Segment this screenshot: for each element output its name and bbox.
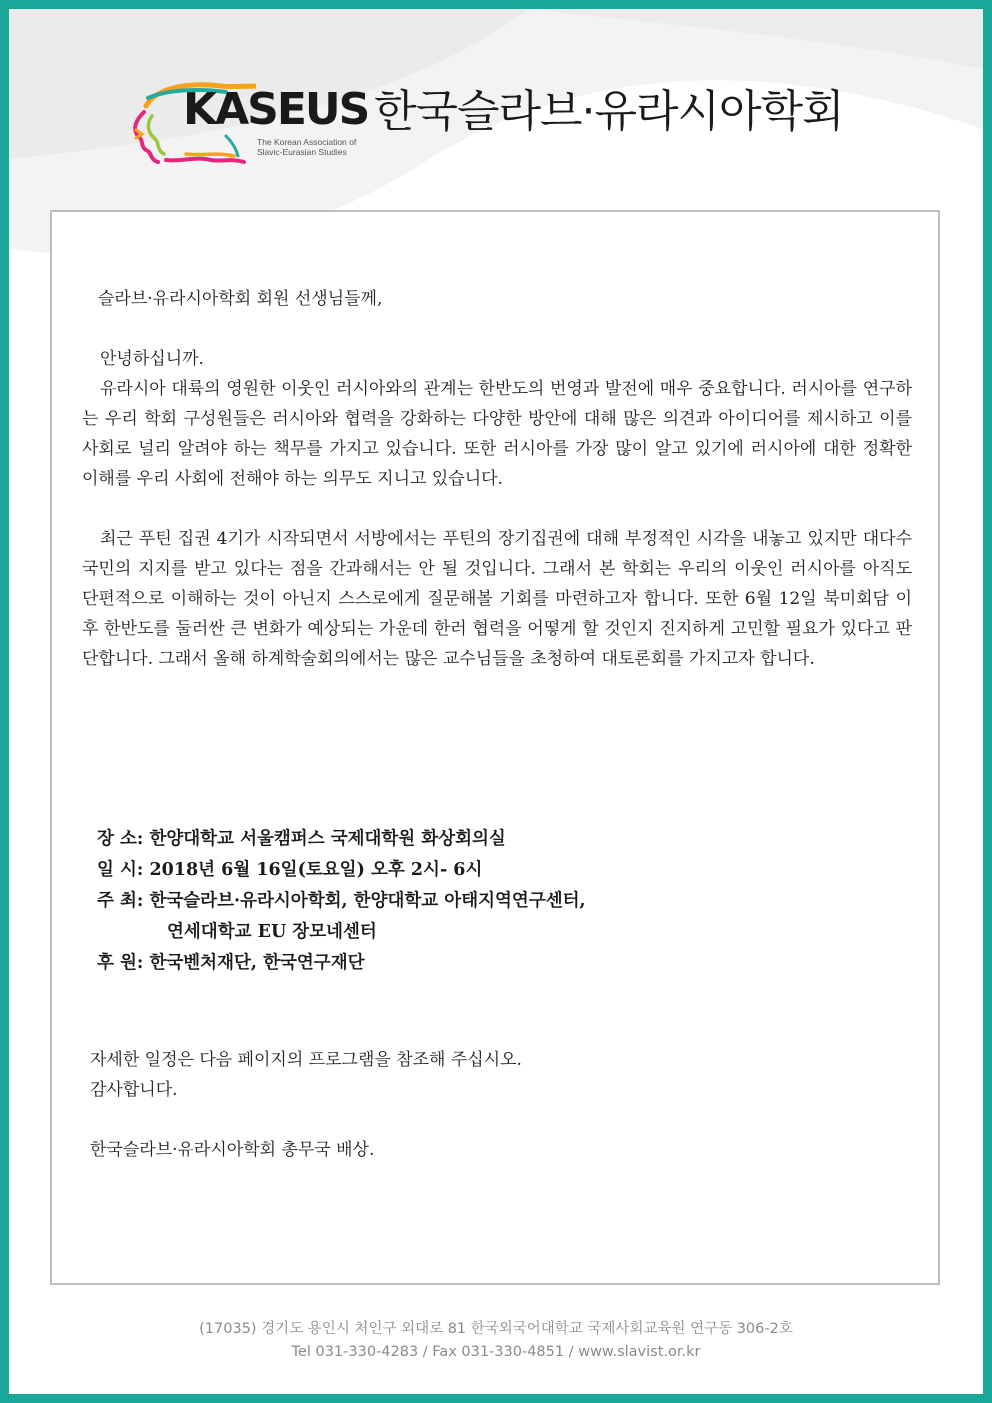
logo-subtitle-line: Slavic-Eurasian Studies bbox=[257, 147, 347, 157]
paragraph-spacer bbox=[82, 494, 912, 524]
event-host-continued: 연세대학교 EU 장모네센터 bbox=[167, 922, 377, 942]
letter-body bbox=[82, 344, 912, 674]
header bbox=[126, 70, 886, 170]
greeting: 안녕하십니까. bbox=[100, 349, 204, 369]
event-host: 주 최: 한국슬라브·유라시아학회, 한양대학교 아태지역연구센터, bbox=[97, 891, 586, 911]
footer bbox=[0, 1318, 992, 1364]
paragraph: 유라시아 대륙의 영원한 이웃인 러시아와의 관계는 한반도의 번영과 발전에 매우 중요합니다. 러시아를 연구하는 우리 학회 구성원들은 러시아와 협력을 강화하는 다양한 방안에 대해 많은 의견과 아이디어를 제시하고 이를 사회로 널리 알려야 하는 책무를 가지고 있습니다. 또한 러시아를 가장 많이 알고 있기에 러시아에 대한 정확한 이해를 우리 사회에 전해야 하는 의무도 지니고 있습니다. bbox=[82, 379, 912, 489]
footer-contact: Tel 031-330-4283 / Fax 031-330-4851 / www.slavist.or.kr bbox=[291, 1344, 701, 1360]
event-sponsor: 후 원: 한국벤처재단, 한국연구재단 bbox=[97, 953, 365, 973]
logo-subtitle-line: The Korean Association of bbox=[257, 137, 357, 147]
closing-thanks: 감사합니다. bbox=[90, 1080, 178, 1100]
salutation bbox=[82, 284, 912, 314]
closing-line: 자세한 일정은 다음 페이지의 프로그램을 참조해 주십시오. bbox=[90, 1050, 522, 1070]
closing bbox=[90, 1045, 870, 1165]
letter-box bbox=[50, 210, 940, 1285]
signature: 한국슬라브·유라시아학회 총무국 배상. bbox=[90, 1140, 375, 1160]
salutation-text: 슬라브·유라시아학회 회원 선생님들께, bbox=[98, 289, 383, 309]
closing-spacer bbox=[90, 1105, 870, 1135]
event-datetime: 일 시: 2018년 6월 16일(토요일) 오후 2시- 6시 bbox=[97, 860, 483, 880]
event-place: 장 소: 한양대학교 서울캠퍼스 국제대학원 화상회의실 bbox=[97, 829, 506, 849]
logo-subtitle bbox=[257, 137, 377, 157]
footer-address: (17035) 경기도 용인시 처인구 외대로 81 한국외국어대학교 국제사회교육원 연구동 306-2호 bbox=[199, 1321, 793, 1337]
event-info bbox=[97, 824, 877, 979]
paragraph: 최근 푸틴 집권 4기가 시작되면서 서방에서는 푸틴의 장기집권에 대해 부정적인 시각을 내놓고 있지만 대다수 국민의 지지를 받고 있다는 점을 간과해서는 안 될 것입니다. 그래서 본 학회는 우리의 이웃인 러시아를 아직도 단편적으로 이해하는 것이 아닌지 스스로에게 질문해볼 기회를 마련하고자 합니다. 또한 6월 12일 북미회담 이후 한반도를 둘러싼 큰 변화가 예상되는 가운데 한러 협력을 어떻게 할 것인지 진지하게 고민할 필요가 있다고 판단합니다. 그래서 올해 하계학술회의에서는 많은 교수님들을 초청하여 대토론회를 가지고자 합니다. bbox=[82, 529, 912, 669]
logo-wordmark: KASEUS bbox=[183, 84, 369, 135]
organization-title: 한국슬라브·유라시아학회 bbox=[374, 86, 844, 137]
